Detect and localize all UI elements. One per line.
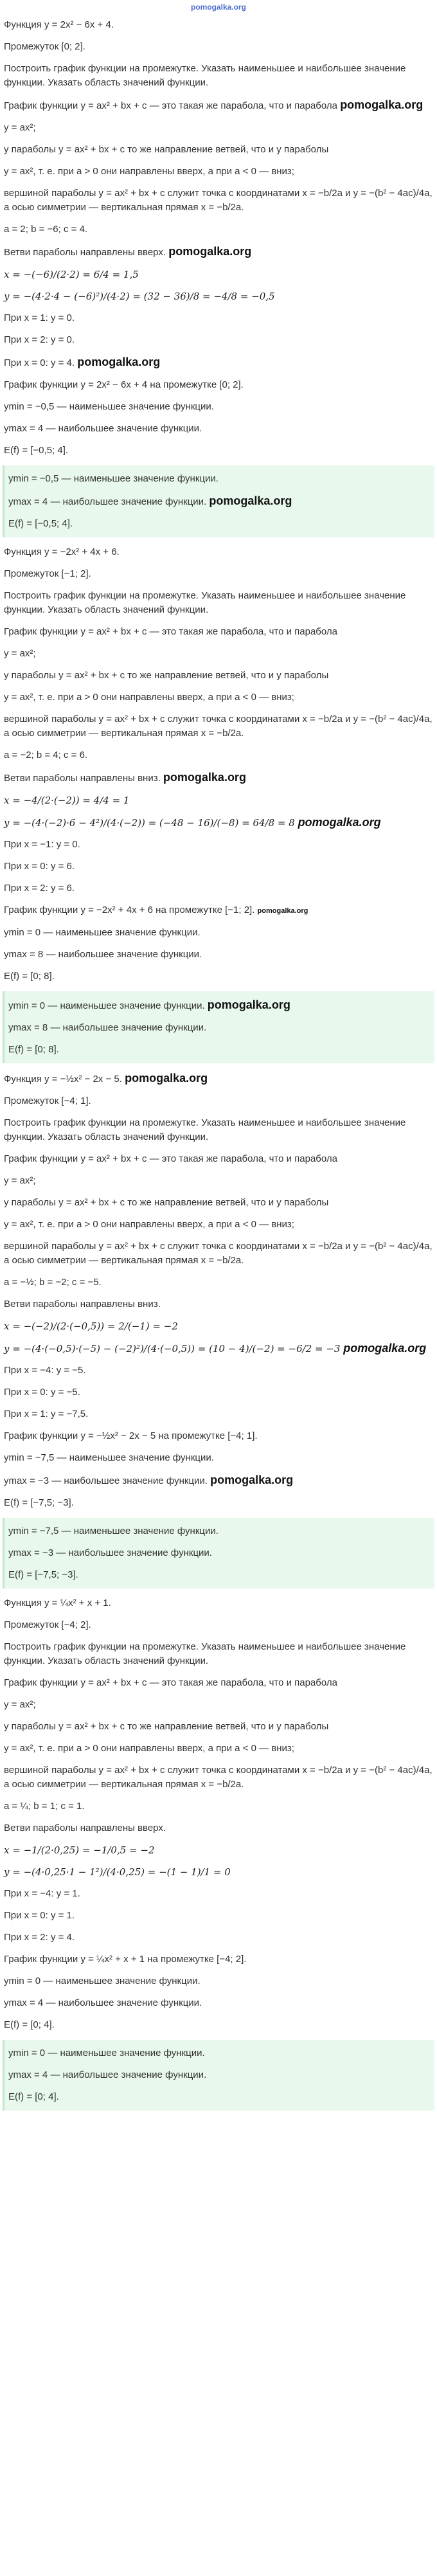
answer-box xyxy=(3,465,434,537)
solution-3 xyxy=(3,1067,434,1589)
vertex-y: y = −(4·(−2)·6 − 4²)/(4·(−2)) = (−48 − 16)/(−8) = 64/8 = 8 pomogalka.org xyxy=(4,816,381,829)
point-1: При x = 1: y = 0. xyxy=(4,312,75,323)
site-mark: pomogalka.org xyxy=(190,3,246,12)
interval: Промежуток [−1; 2]. xyxy=(4,568,91,579)
answer-range: E(f) = [−0,5; 4]. xyxy=(8,518,73,529)
point-1: При x = −4: y = −5. xyxy=(4,1365,86,1376)
interval: Промежуток [−4; 1]. xyxy=(4,1095,91,1106)
coefficients: a = 2; b = −6; c = 4. xyxy=(4,224,88,235)
branches-text: у параболы y = ax² + bx + c то же направление ветвей, что и у параболы xyxy=(4,1721,329,1732)
graph-caption: График функции y = −½x² − 2x − 5 на промежутке [−4; 1]. xyxy=(4,1430,258,1441)
task-text: Построить график функции на промежутке. Указать наименьшее и наибольшее значение функции. Указать область значений функции. xyxy=(4,1641,406,1666)
y-max: ymax = 4 — наибольшее значение функции. xyxy=(4,423,202,434)
answer-y-max: ymax = 8 — наибольшее значение функции. xyxy=(8,1022,207,1033)
graph-caption: График функции y = 2x² − 6x + 4 на промежутке [0; 2]. xyxy=(4,379,244,390)
coefficients: a = ¼; b = 1; c = 1. xyxy=(4,1801,85,1812)
range: E(f) = [−0,5; 4]. xyxy=(4,445,69,456)
vertex-text: вершиной параболы y = ax² + bx + c служит точка с координатами x = −b/2a и y = −(b² − 4ac)/4a, а осью симметрии — вертикальная прямая x = −b/2a. xyxy=(4,188,433,213)
branches-text: у параболы y = ax² + bx + c то же направление ветвей, что и у параболы xyxy=(4,1197,329,1208)
solution-4 xyxy=(3,1592,434,2111)
point-2: При x = 2: y = 0. xyxy=(4,334,75,345)
point-2: При x = 0: y = −5. xyxy=(4,1387,80,1398)
function-title: Функция y = −½x² − 2x − 5. pomogalka.org xyxy=(4,1072,208,1085)
solution-1 xyxy=(3,14,434,537)
parabola-text: График функции y = ax² + bx + c — это такая же парабола, что и парабола xyxy=(4,1677,338,1688)
answer-y-min: ymin = −0,5 — наименьшее значение функции. xyxy=(8,473,219,484)
watermark: pomogalka.org xyxy=(298,816,381,829)
vertex-text: вершиной параболы y = ax² + bx + c служит точка с координатами x = −b/2a и y = −(b² − 4ac)/4a, а осью симметрии — вертикальная прямая x = −b/2a. xyxy=(4,1241,433,1266)
branches-direction: Ветви параболы направлены вверх. pomogalka.org xyxy=(4,245,252,258)
answer-range: E(f) = [0; 8]. xyxy=(8,1044,59,1055)
watermark: pomogalka.org xyxy=(207,998,290,1011)
branches-direction: Ветви параболы направлены вниз. xyxy=(4,1299,161,1310)
watermark: pomogalka.org xyxy=(125,1072,208,1085)
interval: Промежуток [−4; 2]. xyxy=(4,1619,91,1630)
branches-text: у параболы y = ax² + bx + c то же направление ветвей, что и у параболы xyxy=(4,670,329,681)
vertex-x: x = −1/(2·0,25) = −1/0,5 = −2 xyxy=(4,1844,155,1856)
answer-range: E(f) = [−7,5; −3]. xyxy=(8,1569,78,1580)
y-max: ymax = 8 — наибольшее значение функции. xyxy=(4,949,202,960)
watermark: pomogalka.org xyxy=(163,771,246,784)
parabola-text-cont: y = ax²; xyxy=(4,648,36,659)
y-min: ymin = −0,5 — наименьшее значение функции. xyxy=(4,401,214,412)
point-1: При x = −1: y = 0. xyxy=(4,839,80,850)
range: E(f) = [0; 4]. xyxy=(4,2019,55,2030)
vertex-x: x = −4/(2·(−2)) = 4/4 = 1 xyxy=(4,795,130,806)
graph-caption: График функции y = ¼x² + x + 1 на промежутке [−4; 2]. xyxy=(4,1954,247,1965)
y-min: ymin = 0 — наименьшее значение функции. xyxy=(4,927,201,938)
answer-y-min: ymin = −7,5 — наименьшее значение функции. xyxy=(8,1526,219,1536)
branches-text-cont: y = ax², т. е. при a > 0 они направлены вверх, а при a < 0 — вниз; xyxy=(4,166,294,177)
branches-text-cont: y = ax², т. е. при a > 0 они направлены вверх, а при a < 0 — вниз; xyxy=(4,1219,294,1230)
branches-direction: Ветви параболы направлены вниз. pomogalka.org xyxy=(4,771,246,784)
function-title: Функция y = −2x² + 4x + 6. xyxy=(4,546,120,557)
parabola-text-cont: y = ax²; xyxy=(4,1175,36,1186)
interval: Промежуток [0; 2]. xyxy=(4,41,85,52)
function-title: Функция y = ¼x² + x + 1. xyxy=(4,1598,111,1608)
parabola-text-cont: y = ax²; xyxy=(4,122,36,133)
watermark: pomogalka.org xyxy=(209,494,292,507)
vertex-x: x = −(−6)/(2·2) = 6/4 = 1,5 xyxy=(4,269,139,280)
point-2: При x = 0: y = 1. xyxy=(4,1910,75,1921)
vertex-text: вершиной параболы y = ax² + bx + c служит точка с координатами x = −b/2a и y = −(b² − 4ac)/4a, а осью симметрии — вертикальная прямая x = −b/2a. xyxy=(4,714,433,739)
function-title: Функция y = 2x² − 6x + 4. xyxy=(4,19,114,30)
range: E(f) = [0; 8]. xyxy=(4,971,55,982)
task-text: Построить график функции на промежутке. Указать наименьшее и наибольшее значение функции. Указать область значений функции. xyxy=(4,63,406,88)
vertex-y: y = −(4·(−0,5)·(−5) − (−2)²)/(4·(−0,5)) = (10 − 4)/(−2) = −6/2 = −3 pomogalka.org xyxy=(4,1342,427,1355)
task-text: Построить график функции на промежутке. Указать наименьшее и наибольшее значение функции. Указать область значений функции. xyxy=(4,1117,406,1142)
point-3: При x = 2: y = 4. xyxy=(4,1932,75,1943)
point-3: При x = 0: y = 4. pomogalka.org xyxy=(4,356,161,368)
watermark: pomogalka.org xyxy=(340,98,424,111)
branches-text-cont: y = ax², т. е. при a > 0 они направлены вверх, а при a < 0 — вниз; xyxy=(4,692,294,703)
answer-box xyxy=(3,2040,434,2111)
task-text: Построить график функции на промежутке. Указать наименьшее и наибольшее значение функции. Указать область значений функции. xyxy=(4,590,406,615)
watermark: pomogalka.org xyxy=(343,1342,427,1355)
point-2: При x = 0: y = 6. xyxy=(4,861,75,872)
graph-caption: График функции y = −2x² + 4x + 6 на промежутке [−1; 2]. pomogalka.org xyxy=(3,899,434,922)
watermark-small: pomogalka.org xyxy=(257,907,308,915)
answer-box xyxy=(3,991,434,1063)
branches-text-cont: y = ax², т. е. при a > 0 они направлены вверх, а при a < 0 — вниз; xyxy=(4,1743,294,1754)
y-max: ymax = 4 — наибольшее значение функции. xyxy=(4,1997,202,2008)
answer-y-max: ymax = −3 — наибольшее значение функции. xyxy=(8,1547,212,1558)
answer-y-max: ymax = 4 — наибольшее значение функции. xyxy=(8,2069,207,2080)
y-min: ymin = 0 — наименьшее значение функции. xyxy=(4,1976,201,1986)
y-min: ymin = −7,5 — наименьшее значение функции. xyxy=(4,1452,214,1463)
parabola-text-cont: y = ax²; xyxy=(4,1699,36,1710)
parabola-text: График функции y = ax² + bx + c — это такая же парабола, что и парабола pomogalka.org xyxy=(4,98,424,111)
vertex-x: x = −(−2)/(2·(−0,5)) = 2/(−1) = −2 xyxy=(4,1320,178,1332)
branches-text: у параболы y = ax² + bx + c то же направление ветвей, что и у параболы xyxy=(4,144,329,155)
range: E(f) = [−7,5; −3]. xyxy=(4,1497,74,1508)
point-3: При x = 1: y = −7,5. xyxy=(4,1409,89,1419)
y-max: ymax = −3 — наибольшее значение функции. pomogalka.org xyxy=(4,1473,294,1486)
watermark: pomogalka.org xyxy=(210,1473,294,1486)
vertex-y: y = −(4·0,25·1 − 1²)/(4·0,25) = −(1 − 1)/1 = 0 xyxy=(4,1866,231,1878)
solution-2 xyxy=(3,541,434,1063)
watermark: pomogalka.org xyxy=(168,245,252,258)
vertex-y: y = −(4·2·4 − (−6)²)/(4·2) = (32 − 36)/8 = −4/8 = −0,5 xyxy=(4,291,275,302)
branches-direction: Ветви параболы направлены вверх. xyxy=(4,1823,166,1833)
parabola-text: График функции y = ax² + bx + c — это такая же парабола, что и парабола xyxy=(4,1153,338,1164)
coefficients: a = −2; b = 4; c = 6. xyxy=(4,750,88,761)
answer-y-max: ymax = 4 — наибольшее значение функции. pomogalka.org xyxy=(8,494,292,507)
answer-range: E(f) = [0; 4]. xyxy=(8,2091,59,2102)
watermark: pomogalka.org xyxy=(77,356,161,368)
coefficients: a = −½; b = −2; c = −5. xyxy=(4,1277,102,1288)
parabola-text: График функции y = ax² + bx + c — это такая же парабола, что и парабола xyxy=(4,626,338,637)
answer-box xyxy=(3,1518,434,1589)
vertex-text: вершиной параболы y = ax² + bx + c служит точка с координатами x = −b/2a и y = −(b² − 4ac)/4a, а осью симметрии — вертикальная прямая x = −b/2a. xyxy=(4,1765,433,1790)
point-3: При x = 2: y = 6. xyxy=(4,883,75,894)
point-1: При x = −4: y = 1. xyxy=(4,1888,80,1899)
answer-y-min: ymin = 0 — наименьшее значение функции. xyxy=(8,2048,205,2058)
answer-y-min: ymin = 0 — наименьшее значение функции. pomogalka.org xyxy=(8,998,290,1011)
